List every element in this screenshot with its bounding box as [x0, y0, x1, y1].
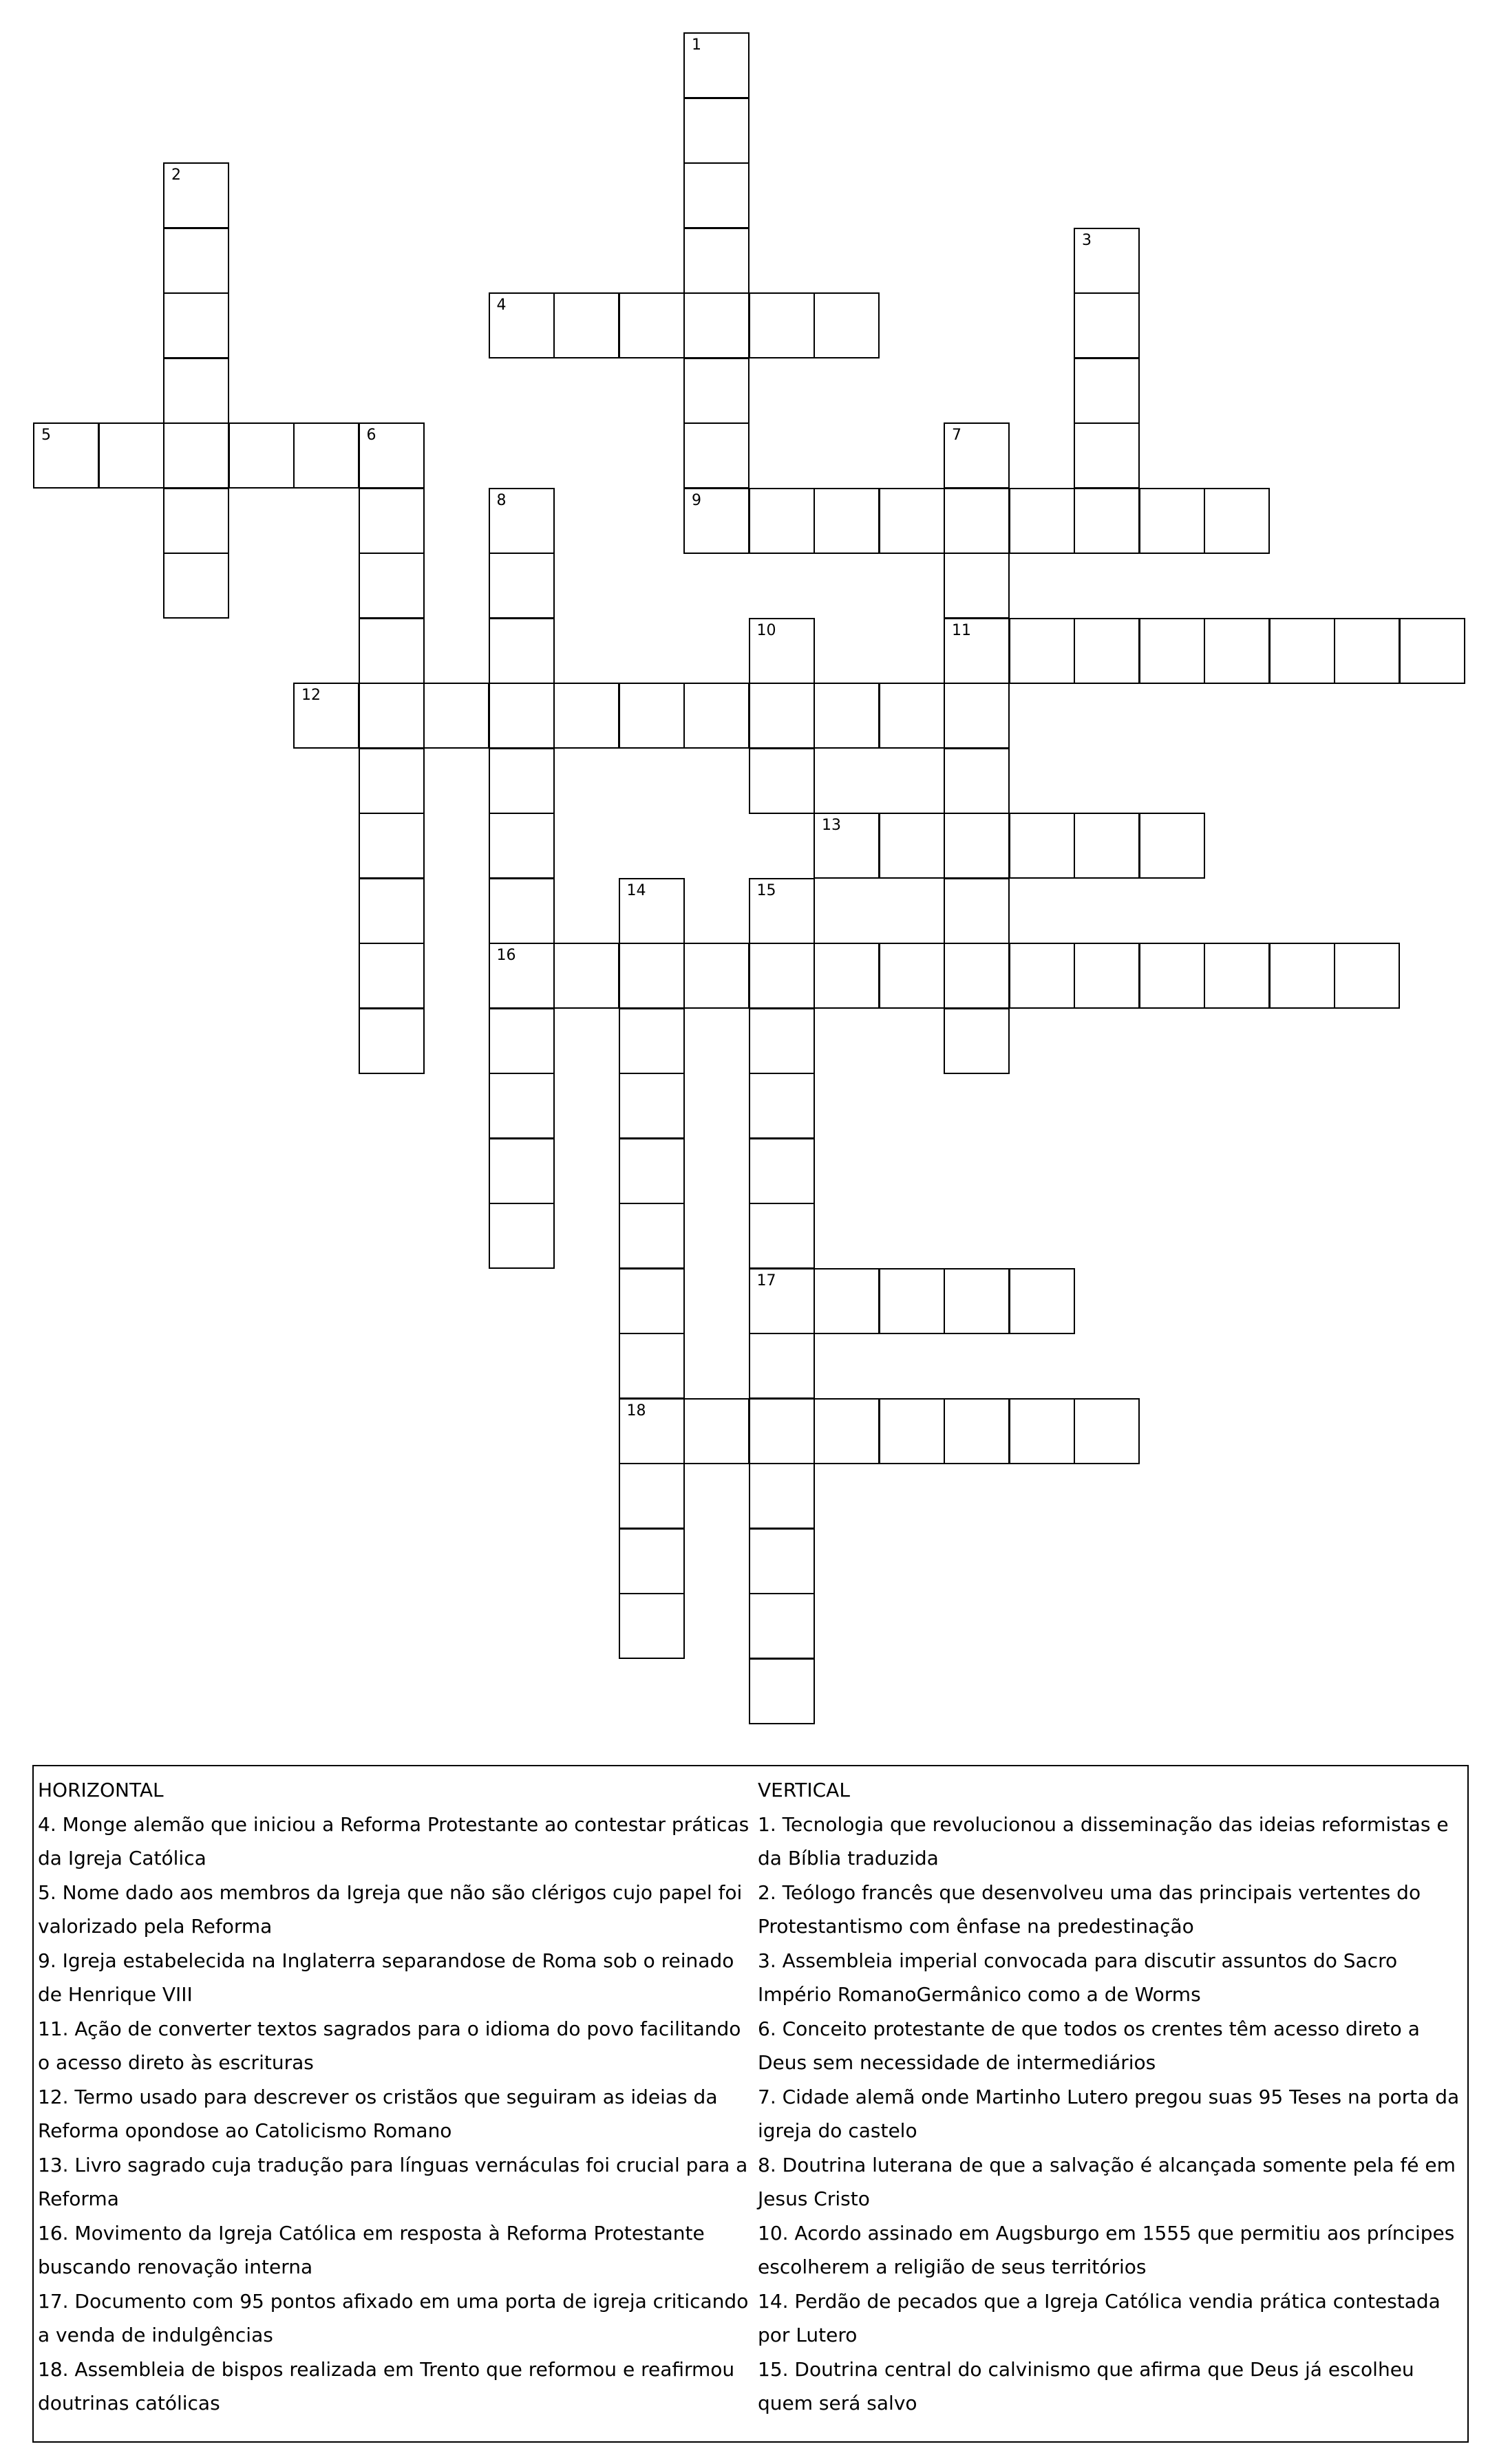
- grid-cell[interactable]: [359, 813, 425, 879]
- clue-number: 8: [496, 491, 507, 509]
- grid-cell[interactable]: [683, 358, 750, 424]
- grid-cell[interactable]: [683, 683, 750, 749]
- grid-cell[interactable]: [619, 683, 685, 749]
- grid-cell[interactable]: [619, 1528, 685, 1594]
- horizontal-clues: [38, 1773, 752, 2421]
- grid-cell[interactable]: [1139, 943, 1205, 1009]
- grid-cell[interactable]: [1074, 422, 1140, 489]
- grid-cell[interactable]: [944, 1008, 1010, 1074]
- grid-cell[interactable]: [619, 1463, 685, 1529]
- grid-cell[interactable]: [1074, 488, 1140, 554]
- grid-cell[interactable]: [814, 683, 880, 749]
- grid-cell[interactable]: [944, 488, 1010, 554]
- clue-number: 9: [692, 491, 701, 509]
- grid-cell[interactable]: [683, 228, 750, 294]
- clue-number: 10: [756, 621, 776, 639]
- clue-number: 13: [822, 817, 841, 834]
- grid-cell[interactable]: [1009, 488, 1075, 554]
- grid-cell[interactable]: [749, 1398, 815, 1464]
- grid-cell[interactable]: [489, 1203, 555, 1269]
- grid-cell[interactable]: [749, 1008, 815, 1074]
- grid-cell[interactable]: [359, 748, 425, 814]
- grid-cell[interactable]: [749, 292, 815, 358]
- grid-cell[interactable]: [1269, 943, 1335, 1009]
- clue-number: 16: [496, 947, 516, 964]
- clue-down-14: 14. Perdão de pecados que a Igreja Católica vendia prática contestada por Lutero: [758, 2289, 1441, 2346]
- grid-cell[interactable]: [359, 618, 425, 684]
- clue-number: 7: [952, 427, 961, 444]
- grid-cell[interactable]: [163, 162, 229, 228]
- grid-cell[interactable]: [359, 683, 425, 749]
- grid-cell[interactable]: [359, 422, 425, 489]
- clue-down-7: 7. Cidade alemã onde Martinho Lutero pregou suas 95 Teses na porta da igreja do castelo: [758, 2085, 1460, 2142]
- grid-cell[interactable]: [944, 1398, 1010, 1464]
- grid-cell[interactable]: [489, 813, 555, 879]
- grid-cell[interactable]: [814, 813, 880, 879]
- grid-cell[interactable]: [1204, 943, 1270, 1009]
- grid-cell[interactable]: [814, 292, 880, 358]
- grid-cell[interactable]: [1139, 488, 1205, 554]
- grid-cell[interactable]: [619, 1138, 685, 1204]
- grid-cell[interactable]: [619, 1398, 685, 1464]
- grid-cell[interactable]: [489, 488, 555, 554]
- grid-cell[interactable]: [619, 1333, 685, 1399]
- grid-cell[interactable]: [553, 683, 619, 749]
- clue-number: 18: [626, 1402, 646, 1420]
- grid-cell[interactable]: [879, 813, 945, 879]
- grid-cell[interactable]: [683, 292, 750, 358]
- grid-cell[interactable]: [749, 618, 815, 684]
- clue-number: 11: [952, 621, 971, 639]
- grid-cell[interactable]: [1074, 618, 1140, 684]
- grid-cell[interactable]: [163, 358, 229, 424]
- clue-across-9: 9. Igreja estabelecida na Inglaterra separandose de Roma sob o reinado de Henrique VIII: [38, 1949, 734, 2006]
- grid-cell[interactable]: [33, 422, 99, 489]
- grid-cell[interactable]: [228, 422, 295, 489]
- grid-cell[interactable]: [814, 943, 880, 1009]
- grid-cell[interactable]: [1009, 618, 1075, 684]
- clue-number: 14: [626, 881, 646, 899]
- grid-cell[interactable]: [1204, 488, 1270, 554]
- grid-cell[interactable]: [359, 943, 425, 1009]
- grid-cell[interactable]: [553, 943, 619, 1009]
- clue-across-5: 5. Nome dado aos membros da Igreja que não são clérigos cujo papel foi valorizado pela Reforma: [38, 1881, 743, 1938]
- grid-cell[interactable]: [163, 228, 229, 294]
- grid-cell[interactable]: [98, 422, 164, 489]
- grid-cell[interactable]: [1399, 618, 1465, 684]
- grid-cell[interactable]: [1074, 228, 1140, 294]
- grid-cell[interactable]: [683, 98, 750, 164]
- clue-across-13: 13. Livro sagrado cuja tradução para línguas vernáculas foi crucial para a Reforma: [38, 2153, 748, 2210]
- grid-cell[interactable]: [749, 1593, 815, 1659]
- grid-cell[interactable]: [489, 1073, 555, 1139]
- grid-cell[interactable]: [489, 1008, 555, 1074]
- grid-cell[interactable]: [1334, 943, 1400, 1009]
- grid-cell[interactable]: [749, 943, 815, 1009]
- grid-cell[interactable]: [683, 32, 750, 98]
- clue-down-6: 6. Conceito protestante de que todos os crentes têm acesso direto a Deus sem necessidade de intermediários: [758, 2017, 1420, 2074]
- grid-cell[interactable]: [879, 683, 945, 749]
- grid-cell[interactable]: [293, 422, 359, 489]
- grid-cell[interactable]: [359, 1008, 425, 1074]
- grid-cell[interactable]: [683, 943, 750, 1009]
- grid-cell[interactable]: [619, 292, 685, 358]
- grid-cell[interactable]: [1074, 1398, 1140, 1464]
- grid-cell[interactable]: [163, 422, 229, 489]
- clue-across-17: 17. Documento com 95 pontos afixado em uma porta de igreja criticando a venda de indulgências: [38, 2289, 749, 2346]
- clues-box: [32, 1765, 1469, 2443]
- grid-cell[interactable]: [163, 553, 229, 619]
- clue-number: 6: [366, 427, 376, 444]
- grid-cell[interactable]: [944, 748, 1010, 814]
- grid-cell[interactable]: [749, 1203, 815, 1269]
- clue-number: 15: [756, 881, 776, 899]
- grid-cell[interactable]: [749, 878, 815, 944]
- grid-cell[interactable]: [359, 878, 425, 944]
- grid-cell[interactable]: [489, 292, 555, 358]
- grid-cell[interactable]: [749, 488, 815, 554]
- grid-cell[interactable]: [489, 1138, 555, 1204]
- clue-down-3: 3. Assembleia imperial convocada para discutir assuntos do Sacro Império RomanoGermânico como a de Worms: [758, 1949, 1398, 2006]
- grid-cell[interactable]: [749, 1138, 815, 1204]
- grid-cell[interactable]: [683, 162, 750, 228]
- grid-cell[interactable]: [1074, 943, 1140, 1009]
- grid-cell[interactable]: [879, 1268, 945, 1334]
- grid-cell[interactable]: [944, 878, 1010, 944]
- clue-down-10: 10. Acordo assinado em Augsburgo em 1555 que permitiu aos príncipes escolherem a religião de seus territórios: [758, 2221, 1455, 2278]
- clue-down-1: 1. Tecnologia que revolucionou a disseminação das ideias reformistas e da Bíblia traduzida: [758, 1812, 1449, 1870]
- grid-cell[interactable]: [489, 553, 555, 619]
- grid-cell[interactable]: [944, 553, 1010, 619]
- grid-cell[interactable]: [814, 1268, 880, 1334]
- grid-cell[interactable]: [683, 422, 750, 489]
- grid-cell[interactable]: [619, 1073, 685, 1139]
- clue-number: 5: [41, 427, 51, 444]
- vertical-clues: [758, 1773, 1467, 2421]
- clue-number: 17: [756, 1272, 776, 1289]
- clue-across-12: 12. Termo usado para descrever os cristãos que seguiram as ideias da Reforma opondose ao Catolicismo Romano: [38, 2085, 718, 2142]
- grid-cell[interactable]: [293, 683, 359, 749]
- grid-cell[interactable]: [683, 1398, 750, 1464]
- grid-cell[interactable]: [749, 748, 815, 814]
- clue-across-4: 4. Monge alemão que iniciou a Reforma Protestante ao contestar práticas da Igreja Católica: [38, 1812, 750, 1870]
- grid-cell[interactable]: [814, 488, 880, 554]
- grid-cell[interactable]: [749, 1528, 815, 1594]
- grid-cell[interactable]: [489, 683, 555, 749]
- vertical-heading: VERTICAL: [758, 1779, 850, 1801]
- grid-cell[interactable]: [619, 1203, 685, 1269]
- grid-cell[interactable]: [749, 1333, 815, 1399]
- grid-cell[interactable]: [944, 813, 1010, 879]
- clue-number: 2: [171, 167, 181, 184]
- grid-cell[interactable]: [1139, 813, 1205, 879]
- clue-number: 12: [301, 687, 321, 704]
- grid-cell[interactable]: [1074, 813, 1140, 879]
- grid-cell[interactable]: [619, 1008, 685, 1074]
- grid-cell[interactable]: [683, 488, 750, 554]
- clue-number: 1: [692, 36, 701, 54]
- grid-cell[interactable]: [879, 1398, 945, 1464]
- grid-cell[interactable]: [814, 1398, 880, 1464]
- clue-across-11: 11. Ação de converter textos sagrados para o idioma do povo facilitando o acesso direto às escrituras: [38, 2017, 741, 2074]
- grid-cell[interactable]: [1009, 943, 1075, 1009]
- grid-cell[interactable]: [879, 943, 945, 1009]
- grid-cell[interactable]: [749, 683, 815, 749]
- clue-down-8: 8. Doutrina luterana de que a salvação é alcançada somente pela fé em Jesus Cristo: [758, 2153, 1456, 2210]
- grid-cell[interactable]: [489, 943, 555, 1009]
- grid-cell[interactable]: [944, 422, 1010, 489]
- clue-number: 4: [496, 297, 507, 314]
- grid-cell[interactable]: [1204, 618, 1270, 684]
- grid-cell[interactable]: [749, 1463, 815, 1529]
- grid-cell[interactable]: [1009, 1268, 1075, 1334]
- grid-cell[interactable]: [1139, 618, 1205, 684]
- clue-down-2: 2. Teólogo francês que desenvolveu uma das principais vertentes do Protestantismo com ênfase na predestinação: [758, 1881, 1421, 1938]
- grid-cell[interactable]: [1074, 358, 1140, 424]
- grid-cell[interactable]: [619, 1593, 685, 1659]
- grid-cell[interactable]: [1009, 813, 1075, 879]
- grid-cell[interactable]: [489, 878, 555, 944]
- grid-cell[interactable]: [1269, 618, 1335, 684]
- grid-cell[interactable]: [359, 488, 425, 554]
- grid-cell[interactable]: [163, 292, 229, 358]
- clue-across-16: 16. Movimento da Igreja Católica em resposta à Reforma Protestante buscando renovação interna: [38, 2221, 705, 2278]
- grid-cell[interactable]: [944, 618, 1010, 684]
- grid-cell[interactable]: [749, 1073, 815, 1139]
- grid-cell[interactable]: [944, 1268, 1010, 1334]
- grid-cell[interactable]: [489, 748, 555, 814]
- grid-cell[interactable]: [879, 488, 945, 554]
- grid-cell[interactable]: [1334, 618, 1400, 684]
- clue-number: 3: [1082, 231, 1092, 249]
- horizontal-heading: HORIZONTAL: [38, 1779, 164, 1801]
- grid-cell[interactable]: [489, 618, 555, 684]
- clue-across-18: 18. Assembleia de bispos realizada em Trento que reformou e reafirmou doutrinas católicas: [38, 2357, 735, 2414]
- clue-down-15: 15. Doutrina central do calvinismo que afirma que Deus já escolheu quem será salvo: [758, 2357, 1414, 2414]
- grid-cell[interactable]: [619, 878, 685, 944]
- grid-cell[interactable]: [423, 683, 489, 749]
- grid-cell[interactable]: [1009, 1398, 1075, 1464]
- grid-cell[interactable]: [359, 553, 425, 619]
- grid-cell[interactable]: [944, 683, 1010, 749]
- grid-cell[interactable]: [749, 1658, 815, 1724]
- grid-cell[interactable]: [749, 1268, 815, 1334]
- grid-cell[interactable]: [1074, 292, 1140, 358]
- grid-cell[interactable]: [619, 943, 685, 1009]
- grid-cell[interactable]: [944, 943, 1010, 1009]
- grid-cell[interactable]: [553, 292, 619, 358]
- grid-cell[interactable]: [163, 488, 229, 554]
- grid-cell[interactable]: [619, 1268, 685, 1334]
